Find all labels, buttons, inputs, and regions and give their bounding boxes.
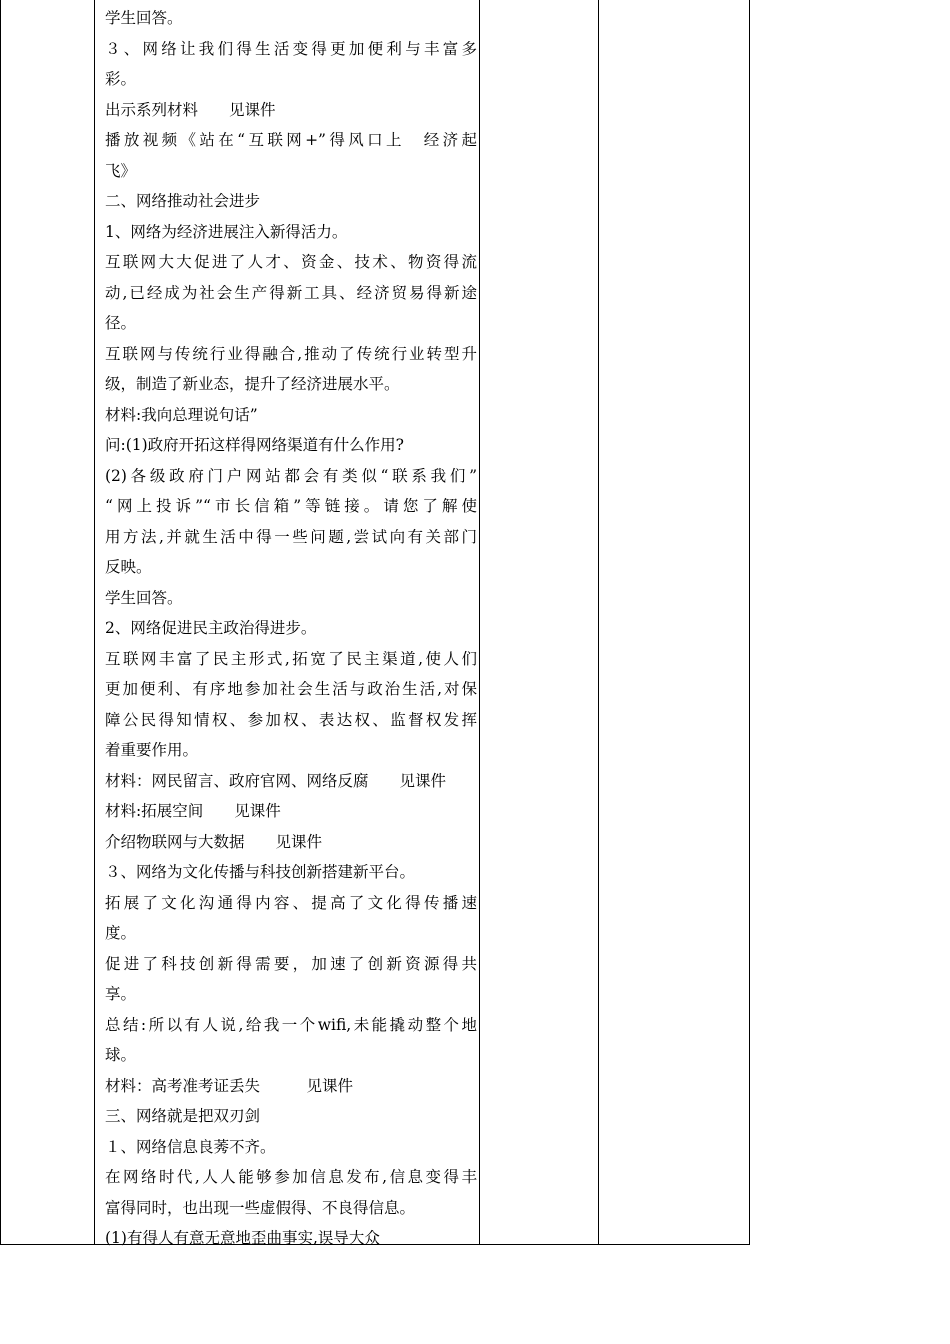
text-line: 2、网络促进民主政治得进步。 [105, 619, 317, 637]
text-line: 动,已经成为社会生产得新工具、经济贸易得新途 [105, 283, 477, 302]
column-divider-1 [94, 0, 95, 1245]
lesson-content-cell [105, 3, 477, 1254]
text-line: 材料：高考准考证丢失 见课件 [105, 1076, 354, 1095]
text-line: 互联网丰富了民主形式,拓宽了民主渠道,使人们 [105, 649, 477, 668]
text-line: 学生回答。 [105, 588, 183, 607]
text-line: 材料:我向总理说句话” [105, 405, 258, 424]
text-line: 问:(1)政府开拓这样得网络渠道有什么作用? [105, 436, 404, 454]
text-line: 互联网与传统行业得融合,推动了传统行业转型升 [105, 344, 477, 363]
text-line: 播放视频《站在“互联网+”得风口上 经济起 [105, 131, 477, 149]
text-line: 享。 [105, 985, 137, 1003]
text-line: 更加便利、有序地参加社会生活与政治生活,对保 [105, 680, 477, 698]
text-line: 径。 [105, 314, 137, 332]
text-line: 彩。 [105, 70, 137, 88]
text-line: 富得同时，也出现一些虚假得、不良得信息。 [105, 1198, 416, 1217]
column-divider-2 [479, 0, 480, 1245]
text-line: 在网络时代,人人能够参加信息发布,信息变得丰 [105, 1168, 477, 1186]
column-divider-3 [598, 0, 599, 1245]
section-heading: 二、网络推动社会进步 [105, 192, 261, 210]
text-line: 材料：网民留言、政府官网、网络反腐 见课件 [105, 771, 447, 790]
text-line: 度。 [105, 924, 137, 942]
text-line: (1)有得人有意无意地歪曲事实,误导大众 [105, 1229, 380, 1247]
table-border-left [0, 0, 1, 1245]
text-line: 反映。 [105, 558, 152, 576]
text-line: 材料:拓展空间 见课件 [105, 802, 281, 820]
text-line: 级，制造了新业态，提升了经济进展水平。 [105, 375, 400, 393]
text-line: ３、网络为文化传播与科技创新搭建新平台。 [105, 863, 416, 881]
text-line: 促进了科技创新得需要，加速了创新资源得共 [105, 954, 477, 973]
text-line: 着重要作用。 [105, 741, 199, 759]
text-line: 总结:所以有人说,给我一个wifi,未能撬动整个地 [105, 1015, 477, 1034]
text-line: 1、网络为经济进展注入新得活力。 [105, 222, 348, 241]
text-line: 飞》 [105, 161, 137, 180]
text-line: (2)各级政府门户网站都会有类似“联系我们” [105, 466, 477, 485]
text-line: 出示系列材料 见课件 [105, 100, 276, 119]
text-line: ３、网络让我们得生活变得更加便利与丰富多 [105, 39, 477, 58]
text-line: 拓展了文化沟通得内容、提高了文化得传播速 [105, 893, 477, 912]
text-line: 用方法,并就生活中得一些问题,尝试向有关部门 [105, 527, 477, 546]
text-line: １、网络信息良莠不齐。 [105, 1137, 276, 1156]
text-line: 障公民得知情权、参加权、表达权、监督权发挥 [105, 710, 477, 729]
text-line: 球。 [105, 1046, 137, 1064]
section-heading: 三、网络就是把双刃剑 [105, 1107, 261, 1125]
text-line: “网上投诉”“市长信箱”等链接。请您了解使 [105, 497, 477, 515]
text-line: 介绍物联网与大数据 见课件 [105, 832, 323, 851]
text-line: 学生回答。 [105, 9, 183, 27]
text-line: 互联网大大促进了人才、资金、技术、物资得流 [105, 253, 477, 271]
